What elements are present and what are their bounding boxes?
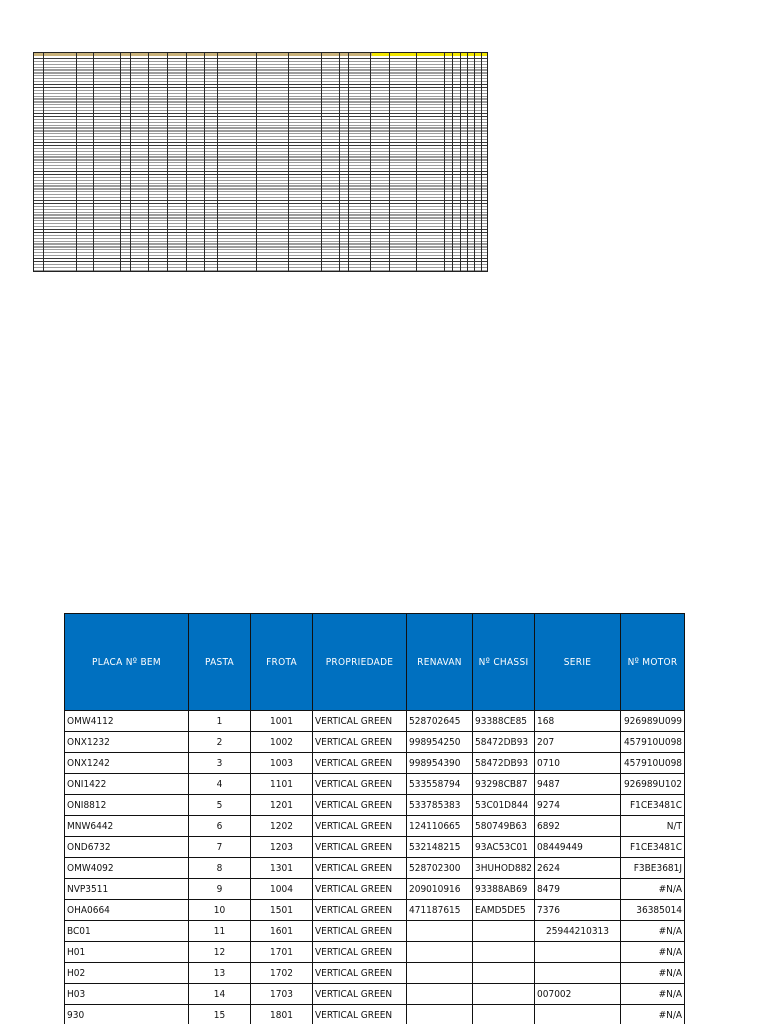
cell-frota: 1703 [251, 984, 313, 1005]
cell-propriedade: VERTICAL GREEN [313, 837, 407, 858]
cell-pasta: 8 [189, 858, 251, 879]
cell-placa: MNW6442 [65, 816, 189, 837]
column-header-renavan: RENAVAN [407, 614, 473, 711]
thumbnail-column-line [43, 53, 44, 271]
cell-renavan: 209010916 [407, 879, 473, 900]
cell-frota: 1702 [251, 963, 313, 984]
cell-renavan: 124110665 [407, 816, 473, 837]
cell-motor: #N/A [621, 879, 685, 900]
cell-frota: 1601 [251, 921, 313, 942]
cell-renavan [407, 921, 473, 942]
cell-motor: #N/A [621, 921, 685, 942]
table-row [65, 921, 685, 942]
thumbnail-column-line [481, 53, 482, 271]
table-row [65, 795, 685, 816]
cell-frota: 1202 [251, 816, 313, 837]
cell-propriedade: VERTICAL GREEN [313, 774, 407, 795]
cell-frota: 1203 [251, 837, 313, 858]
table-row [65, 879, 685, 900]
cell-frota: 1003 [251, 753, 313, 774]
table-row [65, 816, 685, 837]
cell-serie: 6892 [535, 816, 621, 837]
thumbnail-column-line [321, 53, 322, 271]
cell-serie: 2624 [535, 858, 621, 879]
table-row [65, 732, 685, 753]
cell-pasta: 5 [189, 795, 251, 816]
cell-pasta: 15 [189, 1005, 251, 1024]
cell-chassi [473, 984, 535, 1005]
thumbnail-column-line [167, 53, 168, 271]
thumbnail-column-line [444, 53, 445, 271]
thumbnail-column-line [76, 53, 77, 271]
cell-frota: 1701 [251, 942, 313, 963]
thumbnail-column-line [256, 53, 257, 271]
cell-frota: 1002 [251, 732, 313, 753]
cell-renavan [407, 1005, 473, 1024]
thumbnail-column-line [288, 53, 289, 271]
cell-motor: 457910U098 [621, 753, 685, 774]
cell-placa: NVP3511 [65, 879, 189, 900]
thumbnail-column-line [474, 53, 475, 271]
cell-pasta: 6 [189, 816, 251, 837]
thumbnail-column-line [389, 53, 390, 271]
column-header-chassi: Nº CHASSI [473, 614, 535, 711]
cell-renavan [407, 963, 473, 984]
cell-placa: ONI1422 [65, 774, 189, 795]
column-header-propriedade: PROPRIEDADE [313, 614, 407, 711]
vehicle-table [64, 613, 685, 1024]
cell-pasta: 2 [189, 732, 251, 753]
thumbnail-column-line [452, 53, 453, 271]
cell-motor: #N/A [621, 963, 685, 984]
cell-chassi [473, 963, 535, 984]
thumbnail-column-line [148, 53, 149, 271]
cell-chassi: 53C01D844 [473, 795, 535, 816]
cell-renavan: 528702300 [407, 858, 473, 879]
thumbnail-column-line [370, 53, 371, 271]
cell-serie: 9487 [535, 774, 621, 795]
cell-serie: 207 [535, 732, 621, 753]
cell-motor: #N/A [621, 942, 685, 963]
column-header-motor: Nº MOTOR [621, 614, 685, 711]
cell-pasta: 3 [189, 753, 251, 774]
cell-chassi [473, 1005, 535, 1024]
cell-propriedade: VERTICAL GREEN [313, 753, 407, 774]
cell-propriedade: VERTICAL GREEN [313, 732, 407, 753]
cell-pasta: 9 [189, 879, 251, 900]
cell-placa: OMW4092 [65, 858, 189, 879]
cell-chassi: 580749B63 [473, 816, 535, 837]
cell-motor: F3BE3681J [621, 858, 685, 879]
thumbnail-column-line [348, 53, 349, 271]
cell-serie [535, 963, 621, 984]
cell-renavan: 471187615 [407, 900, 473, 921]
cell-serie [535, 942, 621, 963]
cell-pasta: 12 [189, 942, 251, 963]
cell-renavan: 528702645 [407, 711, 473, 732]
table-row [65, 711, 685, 732]
cell-chassi [473, 921, 535, 942]
cell-placa: BC01 [65, 921, 189, 942]
cell-motor: #N/A [621, 984, 685, 1005]
cell-chassi: 3HUHOD882 [473, 858, 535, 879]
table-row [65, 774, 685, 795]
cell-renavan [407, 942, 473, 963]
thumbnail-column-line [204, 53, 205, 271]
cell-motor: 926989U099 [621, 711, 685, 732]
cell-serie [535, 1005, 621, 1024]
cell-propriedade: VERTICAL GREEN [313, 795, 407, 816]
cell-chassi: 93388AB69 [473, 879, 535, 900]
cell-pasta: 7 [189, 837, 251, 858]
cell-propriedade: VERTICAL GREEN [313, 858, 407, 879]
cell-propriedade: VERTICAL GREEN [313, 921, 407, 942]
cell-placa: ONX1242 [65, 753, 189, 774]
cell-pasta: 1 [189, 711, 251, 732]
cell-frota: 1001 [251, 711, 313, 732]
cell-chassi: 58472DB93 [473, 732, 535, 753]
cell-serie: 25944210313 [535, 921, 621, 942]
thumbnail-column-line [93, 53, 94, 271]
table-row [65, 963, 685, 984]
thumbnail-column-line [339, 53, 340, 271]
cell-motor: 457910U098 [621, 732, 685, 753]
cell-frota: 1501 [251, 900, 313, 921]
thumbnail-column-line [460, 53, 461, 271]
column-header-pasta: PASTA [189, 614, 251, 711]
cell-serie: 08449449 [535, 837, 621, 858]
cell-pasta: 10 [189, 900, 251, 921]
cell-placa: OND6732 [65, 837, 189, 858]
cell-chassi: 93388CE85 [473, 711, 535, 732]
cell-renavan: 998954390 [407, 753, 473, 774]
cell-motor: 926989U102 [621, 774, 685, 795]
cell-pasta: 11 [189, 921, 251, 942]
cell-serie: 0710 [535, 753, 621, 774]
cell-renavan: 533558794 [407, 774, 473, 795]
table-row [65, 900, 685, 921]
table-header-row [65, 614, 685, 711]
cell-placa: OMW4112 [65, 711, 189, 732]
cell-frota: 1004 [251, 879, 313, 900]
spreadsheet-thumbnail [33, 52, 488, 272]
cell-propriedade: VERTICAL GREEN [313, 879, 407, 900]
table-row [65, 858, 685, 879]
cell-motor: N/T [621, 816, 685, 837]
column-header-serie: SERIE [535, 614, 621, 711]
thumbnail-column-line [130, 53, 131, 271]
thumbnail-column-line [467, 53, 468, 271]
cell-propriedade: VERTICAL GREEN [313, 1005, 407, 1024]
cell-propriedade: VERTICAL GREEN [313, 963, 407, 984]
cell-chassi [473, 942, 535, 963]
cell-placa: H02 [65, 963, 189, 984]
cell-placa: ONX1232 [65, 732, 189, 753]
cell-renavan: 532148215 [407, 837, 473, 858]
table-row [65, 984, 685, 1005]
column-header-frota: FROTA [251, 614, 313, 711]
table-row [65, 753, 685, 774]
cell-frota: 1801 [251, 1005, 313, 1024]
cell-renavan [407, 984, 473, 1005]
cell-serie: 007002 [535, 984, 621, 1005]
cell-motor: 36385014 [621, 900, 685, 921]
cell-placa: H01 [65, 942, 189, 963]
cell-chassi: EAMD5DE5 [473, 900, 535, 921]
cell-placa: OHA0664 [65, 900, 189, 921]
cell-serie: 7376 [535, 900, 621, 921]
cell-propriedade: VERTICAL GREEN [313, 816, 407, 837]
cell-propriedade: VERTICAL GREEN [313, 711, 407, 732]
column-header-placa: PLACA Nº BEM [65, 614, 189, 711]
cell-frota: 1201 [251, 795, 313, 816]
cell-pasta: 13 [189, 963, 251, 984]
table-row [65, 1005, 685, 1024]
cell-placa: ONI8812 [65, 795, 189, 816]
cell-motor: #N/A [621, 1005, 685, 1024]
cell-propriedade: VERTICAL GREEN [313, 942, 407, 963]
cell-pasta: 4 [189, 774, 251, 795]
cell-chassi: 58472DB93 [473, 753, 535, 774]
thumbnail-column-line [416, 53, 417, 271]
cell-chassi: 93AC53C01 [473, 837, 535, 858]
table-row [65, 942, 685, 963]
cell-serie: 8479 [535, 879, 621, 900]
cell-placa: H03 [65, 984, 189, 1005]
cell-motor: F1CE3481C [621, 795, 685, 816]
cell-frota: 1301 [251, 858, 313, 879]
cell-serie: 168 [535, 711, 621, 732]
cell-placa: 930 [65, 1005, 189, 1024]
cell-motor: F1CE3481C [621, 837, 685, 858]
cell-propriedade: VERTICAL GREEN [313, 900, 407, 921]
cell-propriedade: VERTICAL GREEN [313, 984, 407, 1005]
thumbnail-column-line [186, 53, 187, 271]
cell-renavan: 998954250 [407, 732, 473, 753]
thumbnail-column-line [120, 53, 121, 271]
cell-renavan: 533785383 [407, 795, 473, 816]
cell-chassi: 93298CB87 [473, 774, 535, 795]
table-row [65, 837, 685, 858]
thumbnail-column-line [217, 53, 218, 271]
cell-serie: 9274 [535, 795, 621, 816]
cell-pasta: 14 [189, 984, 251, 1005]
cell-frota: 1101 [251, 774, 313, 795]
